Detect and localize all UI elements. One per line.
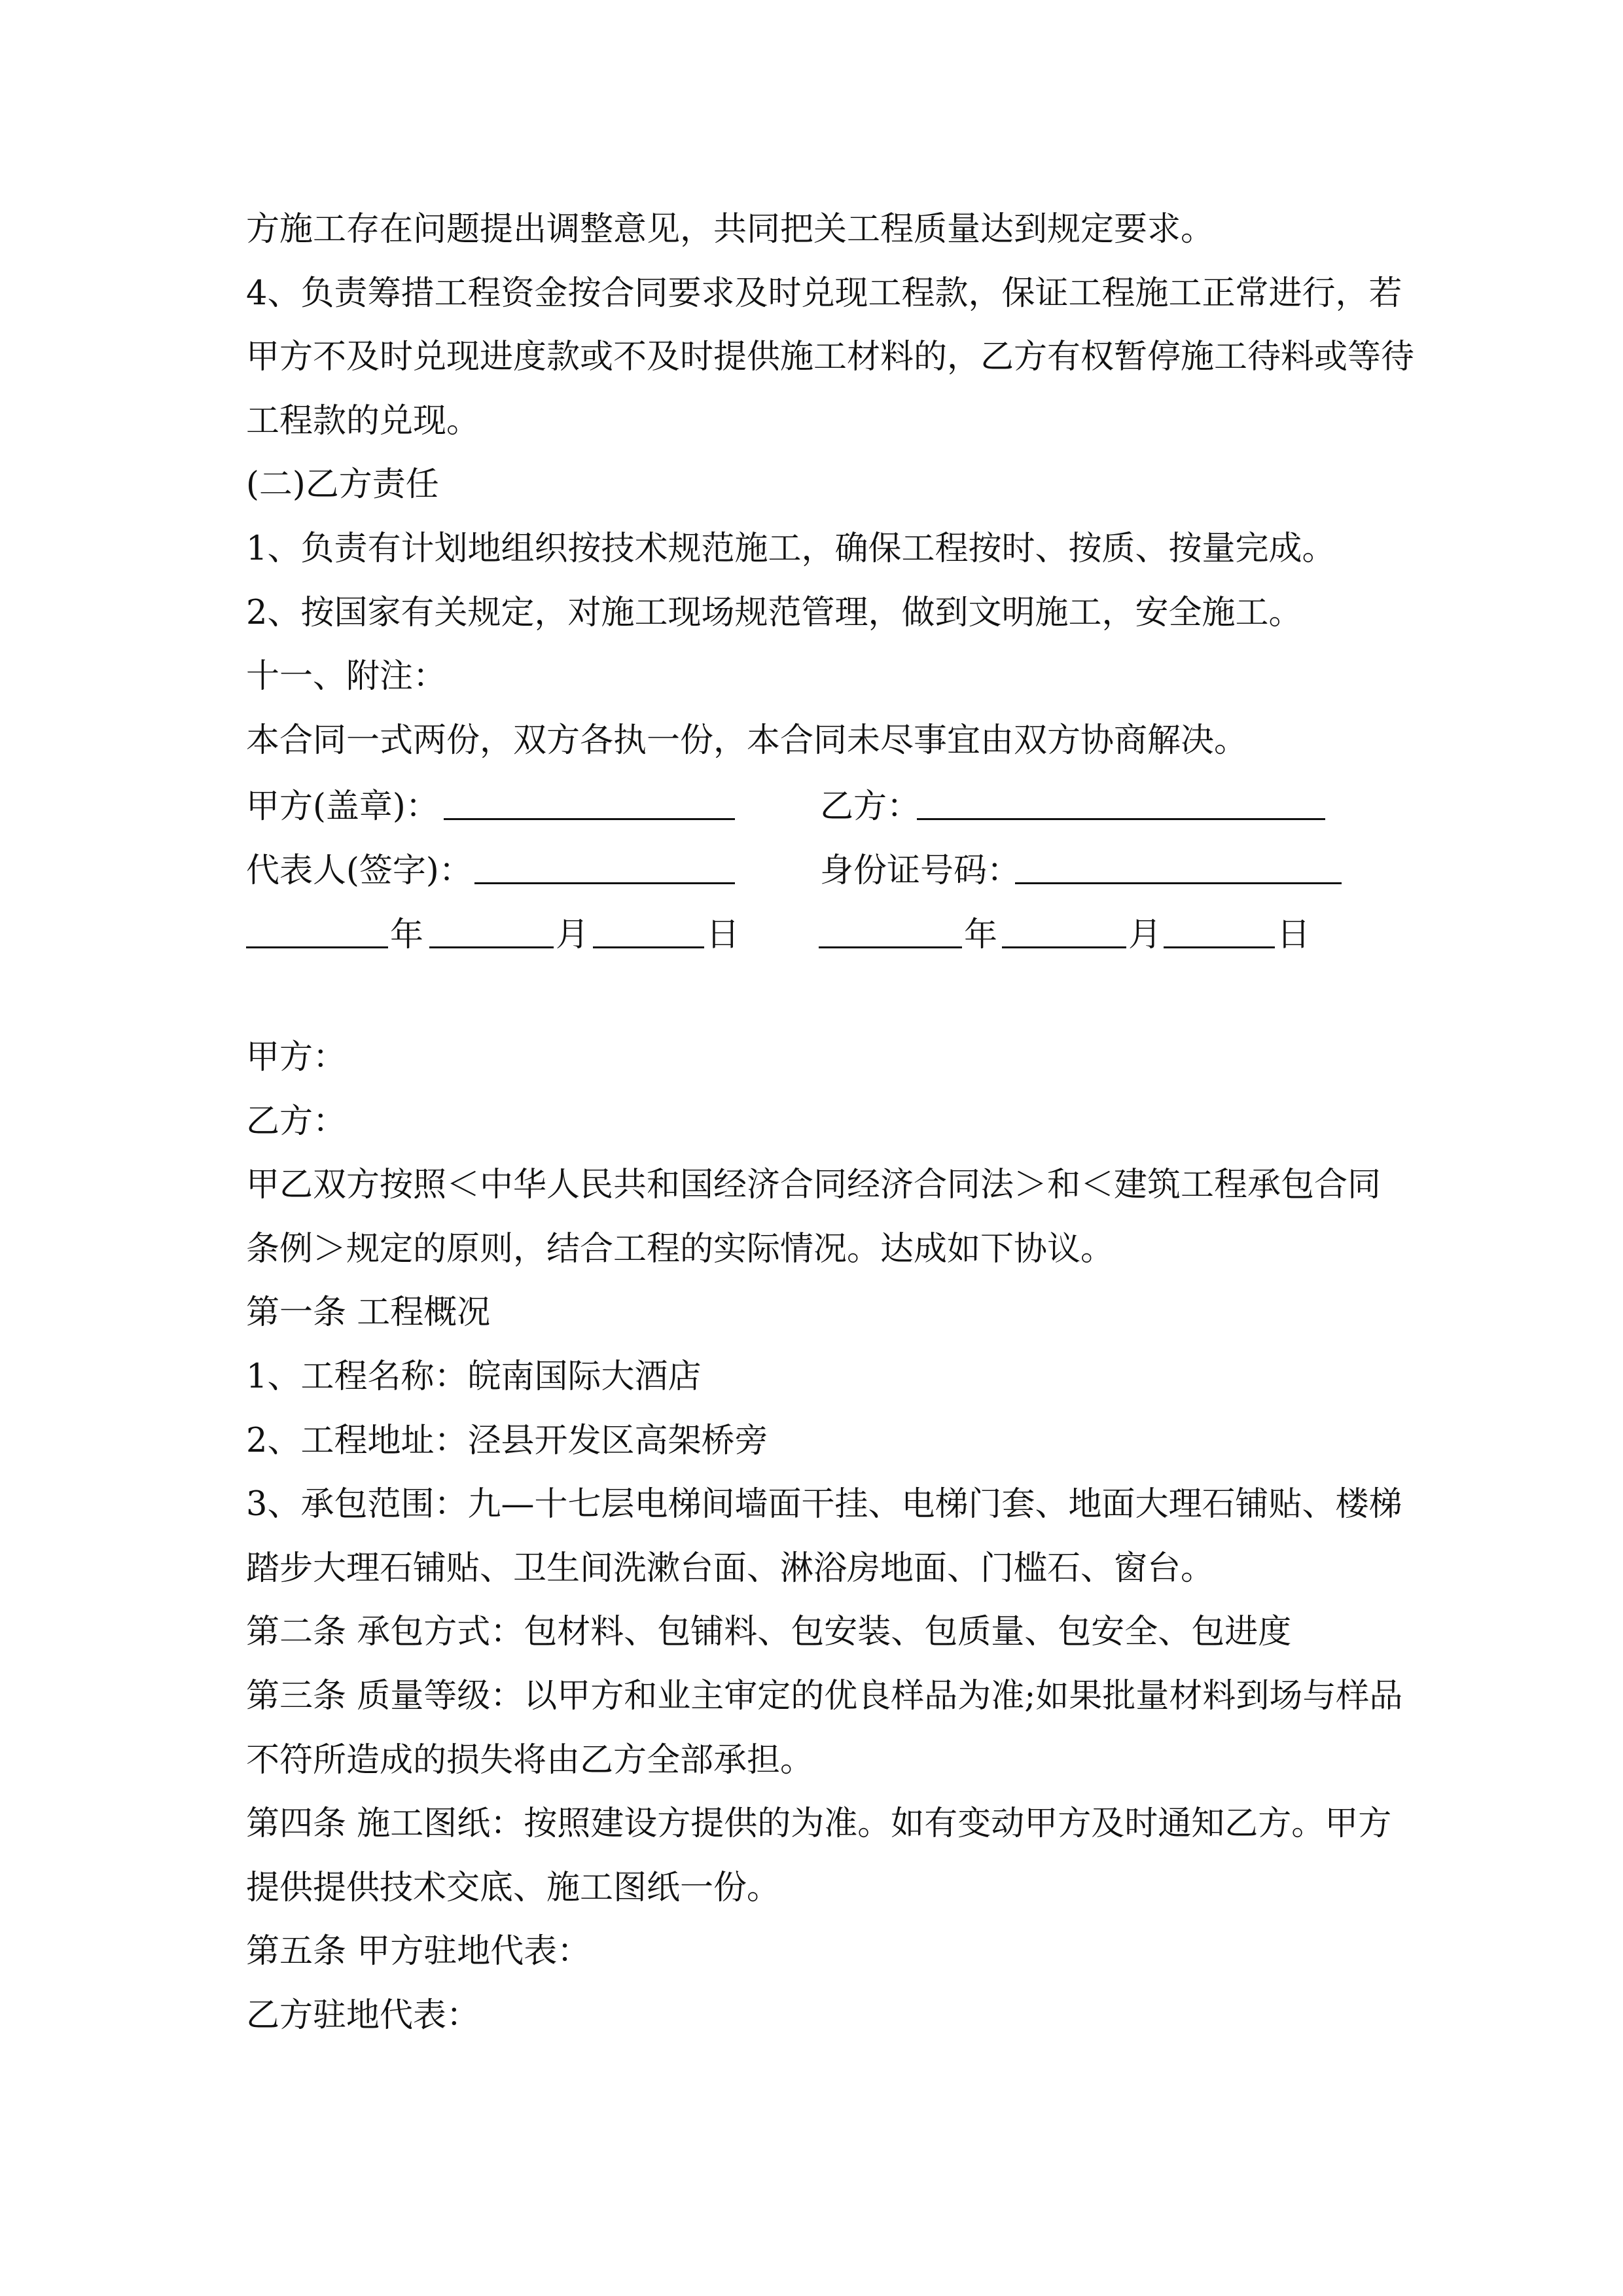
signature-row-representative <box>246 839 1377 903</box>
day-label: 日 <box>1277 916 1311 954</box>
text-line: 3、承包范围：九—十七层电梯间墙面干挂、电梯门套、地面大理石铺贴、楼梯 <box>246 1485 1402 1524</box>
signature-row-parties <box>246 775 1377 839</box>
month-label: 月 <box>556 916 590 954</box>
party-a-month-blank[interactable] <box>429 903 554 948</box>
id-number-label: 身份证号码： <box>820 852 1021 890</box>
party-b-blank[interactable] <box>917 775 1325 820</box>
party-b-month-blank[interactable] <box>1002 903 1126 948</box>
text-line: 不符所造成的损失将由乙方全部承担。 <box>246 1740 814 1780</box>
party-a-seal-label: 甲方(盖章)： <box>246 787 439 826</box>
text-line: 乙方驻地代表： <box>246 1996 480 2035</box>
text-line: 本合同一式两份，双方各执一份，本合同未尽事宜由双方协商解决。 <box>246 721 1248 760</box>
text-line: 十一、附注： <box>246 657 447 696</box>
day-label: 日 <box>706 916 740 954</box>
text-line: 乙方： <box>246 1102 347 1141</box>
text-line: 方施工存在问题提出调整意见，共同把关工程质量达到规定要求。 <box>246 210 1215 249</box>
representative-sign-blank[interactable] <box>474 839 735 884</box>
signature-row-dates <box>246 903 1377 967</box>
text-line: 第一条 工程概况 <box>246 1293 491 1333</box>
text-line: 踏步大理石铺贴、卫生间洗漱台面、淋浴房地面、门槛石、窗台。 <box>246 1549 1215 1588</box>
text-line: 甲方： <box>246 1038 347 1077</box>
text-line: (二)乙方责任 <box>246 465 439 505</box>
party-a-seal-blank[interactable] <box>444 775 735 820</box>
id-number-blank[interactable] <box>1015 839 1342 884</box>
party-b-label: 乙方： <box>820 787 921 826</box>
text-line: 条例＞规定的原则，结合工程的实际情况。达成如下协议。 <box>246 1229 1115 1268</box>
year-label: 年 <box>964 916 998 954</box>
text-line: 第四条 施工图纸：按照建设方提供的为准。如有变动甲方及时通知乙方。甲方 <box>246 1804 1392 1844</box>
text-line: 甲方不及时兑现进度款或不及时提供施工材料的，乙方有权暂停施工待料或等待 <box>246 338 1415 377</box>
text-line: 1、负责有计划地组织按技术规范施工，确保工程按时、按质、按量完成。 <box>246 529 1336 568</box>
text-line: 2、按国家有关规定，对施工现场规范管理，做到文明施工，安全施工。 <box>246 593 1302 632</box>
text-line: 提供提供技术交底、施工图纸一份。 <box>246 1868 781 1907</box>
party-b-day-blank[interactable] <box>1164 903 1275 948</box>
party-a-day-blank[interactable] <box>593 903 704 948</box>
text-line: 工程款的兑现。 <box>246 401 480 440</box>
text-line: 第二条 承包方式：包材料、包铺料、包安装、包质量、包安全、包进度 <box>246 1613 1292 1652</box>
representative-sign-label: 代表人(签字)： <box>246 852 473 890</box>
text-line: 第五条 甲方驻地代表： <box>246 1932 591 1971</box>
party-a-year-blank[interactable] <box>246 903 388 948</box>
year-label: 年 <box>390 916 424 954</box>
text-line: 甲乙双方按照＜中华人民共和国经济合同经济合同法＞和＜建筑工程承包合同 <box>246 1166 1382 1205</box>
text-line: 1、工程名称：皖南国际大酒店 <box>246 1357 702 1396</box>
party-b-year-blank[interactable] <box>819 903 962 948</box>
text-line: 第三条 质量等级：以甲方和业主审定的优良样品为准;如果批量材料到场与样品 <box>246 1677 1403 1715</box>
month-label: 月 <box>1128 916 1162 954</box>
text-line: 4、负责筹措工程资金按合同要求及时兑现工程款，保证工程施工正常进行，若 <box>246 274 1402 313</box>
text-line: 2、工程地址：泾县开发区高架桥旁 <box>246 1421 768 1460</box>
